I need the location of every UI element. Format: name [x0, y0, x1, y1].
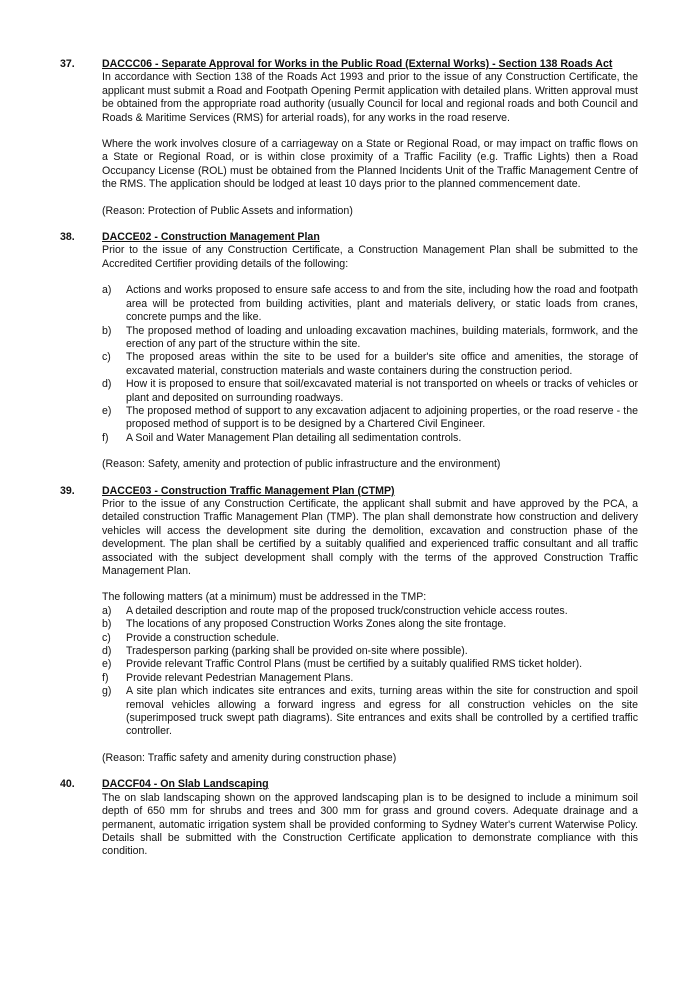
condition-number: 39. [60, 484, 75, 497]
condition-reason: (Reason: Traffic safety and amenity during construction phase) [102, 751, 397, 764]
list-item: d) How it is proposed to ensure that soil/excavated material is not transported on wheels or tracks of vehicles or plant and deposited on surrounding roadways. [102, 378, 638, 404]
list-item: f) Provide relevant Pedestrian Management Plans. [102, 671, 354, 684]
list-intro: The following matters (at a minimum) must be addressed in the TMP: [102, 591, 427, 604]
condition-title: DACCC06 - Separate Approval for Works in the Public Road (External Works) - Section 138 Roads Act [102, 58, 613, 70]
condition-38 [60, 231, 638, 472]
condition-40 [60, 778, 638, 858]
condition-intro: Prior to the issue of any Construction Certificate, a Construction Management Plan shall be submitted to the Accredited Certifier providing details of the following: [102, 244, 638, 270]
condition-paragraph: In accordance with Section 138 of the Roads Act 1993 and prior to the issue of any Construction Certificate, the applicant must submit a Road and Footpath Opening Permit application with detailed plans. Written approval must be obtained from the appropriate road authority (usually Council for local and regional roads and both Council and Roads & Maritime Services (RMS) for arterial roads), for any works in the road reserve. [102, 71, 638, 124]
condition-intro: The on slab landscaping shown on the approved landscaping plan is to be designed to include a minimum soil depth of 650 mm for shrubs and trees and 300 mm for grass and ground covers. Adequate drainage and a permanent, automatic irrigation system shall be provided conforming to Sydney Water's current Waterwise Policy. Details shall be submitted with the Construction Certificate application to demonstrate compliance with this condition. [102, 791, 638, 858]
list-item: a) A detailed description and route map of the proposed truck/construction vehicle access routes. [102, 604, 568, 617]
list-item: c) The proposed areas within the site to be used for a builder's site office and amenities, the storage of excavated material, construction materials and waste containers during the construction period. [102, 351, 638, 377]
list-item: d) Tradesperson parking (parking shall be provided on-site where possible). [102, 645, 468, 658]
condition-reason: (Reason: Protection of Public Assets and information) [102, 204, 353, 217]
condition-number: 37. [60, 58, 75, 70]
condition-content [102, 58, 638, 218]
list-item: b) The locations of any proposed Construction Works Zones along the site frontage. [102, 618, 507, 631]
condition-reason: (Reason: Safety, amenity and protection of public infrastructure and the environment) [102, 458, 501, 471]
condition-number: 40. [60, 778, 75, 791]
list-item: f) A Soil and Water Management Plan detailing all sedimentation controls. [102, 431, 462, 444]
list-item: c) Provide a construction schedule. [102, 631, 280, 644]
list-item: b) The proposed method of loading and unloading excavation machines, building materials, formwork, and the erection of any part of the structure within the site. [102, 324, 638, 350]
condition-content [102, 231, 638, 472]
condition-paragraph: Where the work involves closure of a carriageway on a State or Regional Road, or may impact on traffic flows on a State or Regional Road, or is within close proximity of a Traffic Facility (e.g. Traffic Lights) then a Road Occupancy License (ROL) must be obtained from the Planned Incidents Unit of the Traffic Management Centre of the RMS. The application should be lodged at least 10 days prior to the planned commencement date. [102, 138, 638, 191]
condition-list [102, 284, 638, 445]
list-item: g) A site plan which indicates site entrances and exits, turning areas within the site for construction and spoil removal vehicles allowing a forward ingress and egress for all construction vehicles on the site (superimposed truck swept path diagrams). Site entrances and exits shall be controlled by a certified traffic controller. [102, 685, 638, 738]
condition-title: DACCF04 - On Slab Landscaping [102, 778, 269, 791]
condition-content [102, 778, 638, 858]
condition-intro: Prior to the issue of any Construction Certificate, the applicant shall submit and have approved by the PCA, a detailed construction Traffic Management Plan (TMP). The plan shall demonstrate how construction and delivery vehicles will access the development site during the demolition, excavation and construction phase of the development. The plan shall be certified by a suitably qualified and experienced traffic consultant and all traffic associated with the subject development shall comply with the terms of the approved Construction Traffic Management Plan. [102, 497, 638, 577]
list-item: a) Actions and works proposed to ensure safe access to and from the site, including how the road and footpath area will be protected from building activities, plant and materials delivery, or static loads from cranes, concrete pumps and the like. [102, 284, 638, 324]
condition-39 [60, 485, 638, 766]
condition-list [102, 605, 638, 739]
condition-title: DACCE03 - Construction Traffic Management Plan (CTMP) [102, 484, 395, 497]
list-item: e) Provide relevant Traffic Control Plans (must be certified by a suitably qualified RMS ticket holder). [102, 658, 583, 671]
condition-title: DACCE02 - Construction Management Plan [102, 231, 320, 244]
list-item: e) The proposed method of support to any excavation adjacent to adjoining properties, or the road reserve - the proposed method of support is to be designed by a Chartered Civil Engineer. [102, 404, 638, 431]
condition-37 [60, 58, 638, 218]
condition-content [102, 485, 638, 766]
condition-number: 38. [60, 231, 75, 244]
